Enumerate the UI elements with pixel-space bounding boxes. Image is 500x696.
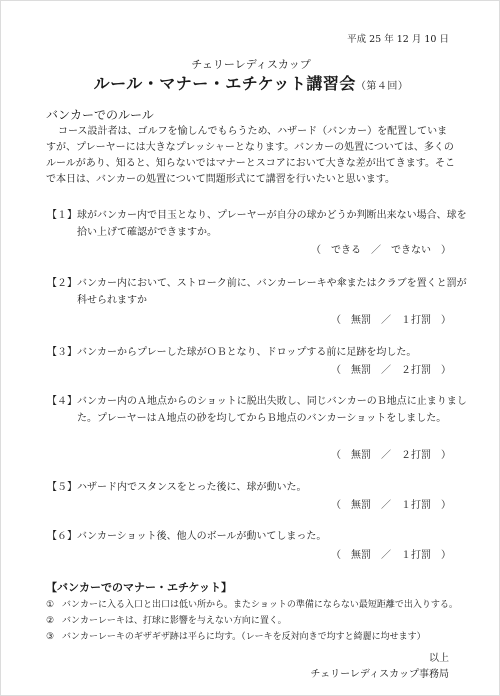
organizer-name: チェリーレディスカップ事務局	[310, 669, 449, 680]
section-heading: バンカーでのルール	[46, 108, 154, 122]
intro-paragraph	[46, 124, 456, 188]
answer-options-2: （ 無罰 ／ １打罰 ）	[331, 315, 451, 326]
answer-options-6: （ 無罰 ／ １打罰 ）	[331, 550, 451, 561]
answer-options-1: （ できる ／ できない ）	[311, 245, 451, 256]
question-text: 球がバンカー内で目玉となり、プレーヤーが自分の球かどうか判断出来ない場合、球を拾い上げて確認ができますか。	[77, 210, 467, 238]
question-number: 【６】	[47, 531, 77, 542]
page-title	[1, 71, 500, 94]
answer-options-3: （ 無罰 ／ ２打罰 ）	[331, 365, 451, 376]
intro-text: コース設計者は、ゴルフを愉しんでもらうため、ハザード（バンカー）を配置していますが、プレーヤーには大きなプレッシャーとなります。バンカーの処置については、多くのルールがあり、知ると、知らないではマナーとスコアにおいて大きな差が出てきます。そこで本日は、バンカーの処置について問題形式にて講習を行いたいと思います。	[46, 126, 455, 185]
question-3	[47, 344, 467, 361]
item-text: バンカーレーキのギザギザ跡は平らに均す。（レーキを反対向きで均すと綺麗に均せます）	[62, 632, 426, 642]
item-text: バンカーに入る入口と出口は低い所から。またショットの準備にならない最短距離で出入りする。	[62, 600, 458, 610]
item-marker: ③	[46, 632, 55, 642]
list-item	[46, 613, 466, 629]
list-item	[46, 629, 466, 645]
answer-options-4: （ 無罰 ／ ２打罰 ）	[331, 450, 451, 461]
event-subtitle: チェリーレディスカップ	[191, 58, 311, 71]
question-number: 【２】	[47, 278, 77, 289]
item-marker: ①	[46, 600, 55, 610]
question-2	[47, 275, 467, 309]
question-number: 【３】	[47, 347, 77, 358]
question-number: 【１】	[47, 210, 77, 221]
title-text: ルール・マナー・エチケット講習会	[93, 74, 356, 93]
question-text: ハザード内でスタンスをとった後に、球が動いた。	[77, 482, 307, 493]
document-date: 平成 25 年 12 月 10 日	[347, 34, 449, 45]
closing-remark: 以上	[429, 653, 449, 664]
answer-options-5: （ 無罰 ／ １打罰 ）	[331, 500, 451, 511]
question-text: バンカーショット後、他人のボールが動いてしまった。	[77, 531, 327, 542]
question-number: 【４】	[47, 396, 77, 407]
question-text: バンカー内において、ストローク前に、バンカーレーキや傘またはクラブを置くと罰が科せられますか	[77, 278, 467, 306]
question-text: バンカーからプレーした球がＯＢとなり、ドロップする前に足跡を均した。	[77, 347, 417, 358]
manner-heading: 【バンカーでのマナー・エチケット】	[46, 581, 233, 594]
question-number: 【５】	[47, 482, 77, 493]
question-1	[47, 207, 467, 241]
session-number: （第４回）	[355, 81, 409, 92]
question-text: バンカー内のＡ地点からのショットに脱出失敗し、同じバンカーのＢ地点に止まりました。プレーヤーはＡ地点の砂を均してからＢ地点のバンカーショットをしました。	[77, 396, 467, 424]
question-5	[47, 479, 467, 496]
manner-list	[46, 597, 466, 645]
question-6	[47, 528, 467, 545]
item-text: バンカーレーキは、打球に影響を与えない方向に置く。	[62, 616, 287, 626]
question-4	[47, 393, 467, 427]
list-item	[46, 597, 466, 613]
item-marker: ②	[46, 616, 55, 626]
